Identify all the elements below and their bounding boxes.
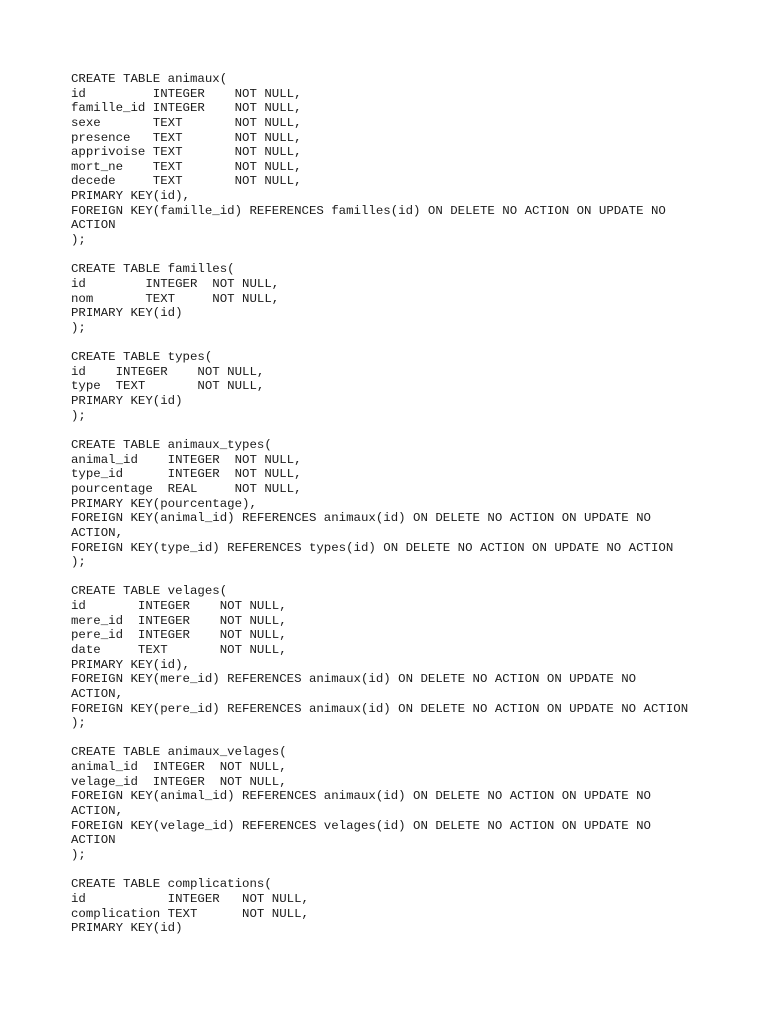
create-table-familles (71, 262, 761, 335)
create-table-types (71, 350, 761, 423)
code-line: ); (71, 555, 86, 570)
code-line: apprivoise TEXT NOT NULL, (71, 145, 302, 160)
code-line: FOREIGN KEY(animal_id) REFERENCES animaux(id) ON DELETE NO ACTION ON UPDATE NO (71, 789, 651, 804)
code-line: PRIMARY KEY(id), (71, 189, 190, 204)
code-line: id INTEGER NOT NULL, (71, 276, 280, 291)
sql-document (71, 72, 761, 936)
create-table-complications (71, 877, 761, 936)
create-table-velages (71, 584, 761, 730)
code-line: pere_id INTEGER NOT NULL, (71, 628, 287, 643)
code-line: CREATE TABLE animaux_velages( (71, 745, 287, 760)
code-line: FOREIGN KEY(pere_id) REFERENCES animaux(id) ON DELETE NO ACTION ON UPDATE NO ACTION (71, 701, 689, 716)
code-line: FOREIGN KEY(velage_id) REFERENCES velages(id) ON DELETE NO ACTION ON UPDATE NO (71, 818, 651, 833)
block-spacer (71, 863, 761, 878)
code-line: ); (71, 408, 86, 423)
block-spacer (71, 423, 761, 438)
code-line: PRIMARY KEY(pourcentage), (71, 496, 257, 511)
code-line: id INTEGER NOT NULL, (71, 599, 287, 614)
code-line: date TEXT NOT NULL, (71, 642, 287, 657)
code-line: ACTION (71, 218, 116, 233)
code-line: pourcentage REAL NOT NULL, (71, 481, 302, 496)
code-line: velage_id INTEGER NOT NULL, (71, 774, 287, 789)
block-spacer (71, 570, 761, 585)
code-line: ACTION, (71, 804, 124, 819)
block-spacer (71, 336, 761, 351)
code-line: PRIMARY KEY(id) (71, 394, 183, 409)
code-line: id INTEGER NOT NULL, (71, 86, 302, 101)
code-line: CREATE TABLE velages( (71, 584, 228, 599)
code-line: ); (71, 847, 86, 862)
code-line: FOREIGN KEY(famille_id) REFERENCES familles(id) ON DELETE NO ACTION ON UPDATE NO (71, 203, 666, 218)
code-line: famille_id INTEGER NOT NULL, (71, 101, 302, 116)
code-line: complication TEXT NOT NULL, (71, 906, 309, 921)
code-line: CREATE TABLE complications( (71, 877, 272, 892)
code-line: ); (71, 320, 86, 335)
code-line: nom TEXT NOT NULL, (71, 291, 280, 306)
code-line: ACTION (71, 833, 116, 848)
code-line: type TEXT NOT NULL, (71, 379, 265, 394)
block-spacer (71, 731, 761, 746)
code-line: sexe TEXT NOT NULL, (71, 115, 302, 130)
create-table-animaux-velages (71, 745, 761, 862)
code-line: CREATE TABLE types( (71, 350, 213, 365)
code-line: ACTION, (71, 525, 124, 540)
code-line: decede TEXT NOT NULL, (71, 174, 302, 189)
code-line: id INTEGER NOT NULL, (71, 364, 265, 379)
code-line: FOREIGN KEY(animal_id) REFERENCES animaux(id) ON DELETE NO ACTION ON UPDATE NO (71, 511, 651, 526)
code-line: PRIMARY KEY(id) (71, 921, 183, 936)
code-line: id INTEGER NOT NULL, (71, 891, 309, 906)
code-line: ); (71, 716, 86, 731)
code-line: CREATE TABLE animaux( (71, 72, 228, 86)
code-line: type_id INTEGER NOT NULL, (71, 467, 302, 482)
code-line: mere_id INTEGER NOT NULL, (71, 613, 287, 628)
code-line: animal_id INTEGER NOT NULL, (71, 760, 287, 775)
code-line: FOREIGN KEY(type_id) REFERENCES types(id) ON DELETE NO ACTION ON UPDATE NO ACTION (71, 540, 674, 555)
create-table-animaux (71, 72, 761, 248)
code-line: animal_id INTEGER NOT NULL, (71, 452, 302, 467)
code-line: ); (71, 233, 86, 248)
code-line: CREATE TABLE familles( (71, 262, 235, 277)
create-table-animaux-types (71, 438, 761, 570)
code-line: CREATE TABLE animaux_types( (71, 438, 272, 453)
code-line: mort_ne TEXT NOT NULL, (71, 159, 302, 174)
code-line: FOREIGN KEY(mere_id) REFERENCES animaux(id) ON DELETE NO ACTION ON UPDATE NO (71, 672, 637, 687)
code-line: presence TEXT NOT NULL, (71, 130, 302, 145)
code-line: PRIMARY KEY(id) (71, 306, 183, 321)
code-line: ACTION, (71, 686, 124, 701)
code-line: PRIMARY KEY(id), (71, 657, 190, 672)
block-spacer (71, 248, 761, 263)
